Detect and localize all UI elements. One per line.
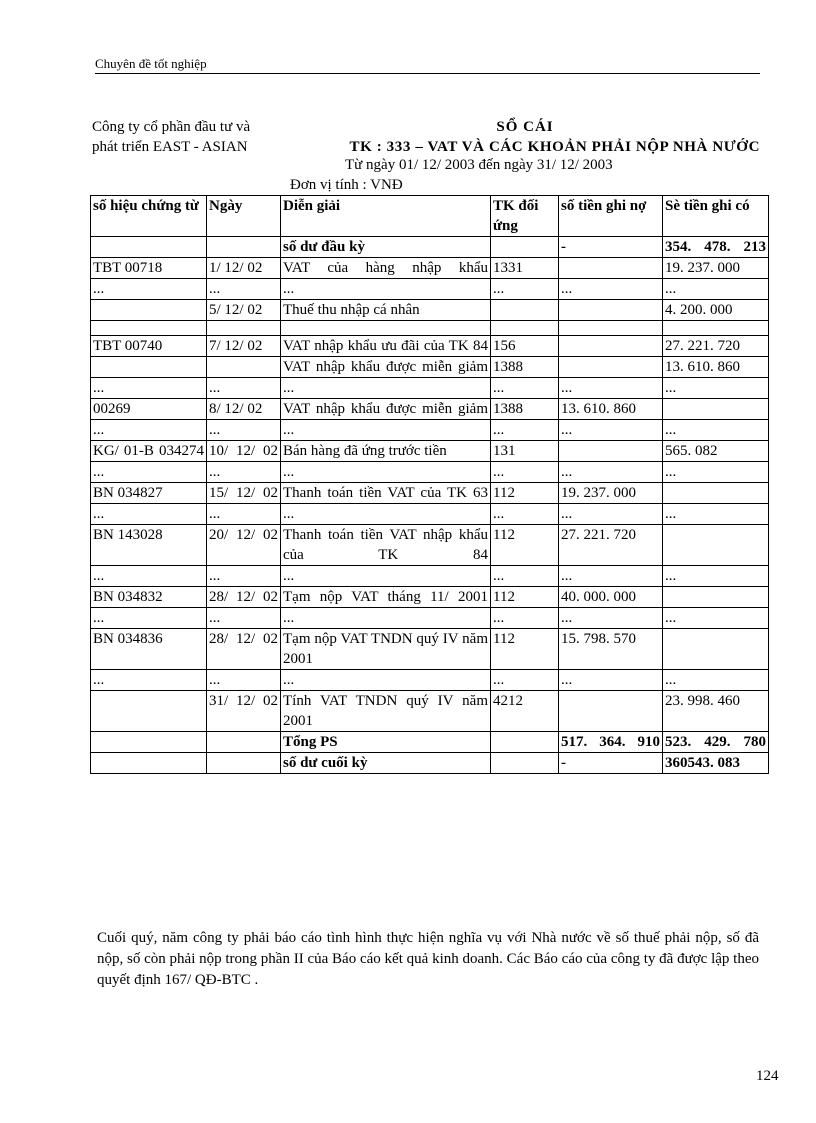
closing-note: Cuối quý, năm công ty phải báo cáo tình hình thực hiện nghĩa vụ với Nhà nước về số thuế phải nộp, số đã nộp, số còn phải nộp trong phần II của Báo cáo kết quả kinh doanh. Các Báo cáo của công ty đã được lập theo quyết định 167/ QĐ-BTC . bbox=[97, 930, 759, 988]
cell-debit: 27. 221. 720 bbox=[559, 525, 663, 566]
cell-debit: ... bbox=[559, 670, 663, 691]
cell-credit bbox=[663, 629, 769, 670]
cell-voucher-no: 00269 bbox=[91, 399, 207, 420]
cell-contra-account: ... bbox=[491, 462, 559, 483]
cell-voucher-no: ... bbox=[91, 279, 207, 300]
table-row bbox=[91, 462, 769, 483]
cell-date: 8/ 12/ 02 bbox=[207, 399, 281, 420]
cell-description: VAT nhập khẩu ưu đãi của TK 84 bbox=[281, 336, 491, 357]
cell-credit: 27. 221. 720 bbox=[663, 336, 769, 357]
cell-description: Thanh toán tiền VAT của TK 63 bbox=[281, 483, 491, 504]
cell-credit: 360543. 083 bbox=[663, 753, 769, 774]
table-row bbox=[91, 279, 769, 300]
ledger-title: SỔ CÁI bbox=[496, 119, 554, 135]
cell-contra-account: 112 bbox=[491, 587, 559, 608]
cell-contra-account: ... bbox=[491, 608, 559, 629]
cell-credit: 4. 200. 000 bbox=[663, 300, 769, 321]
cell-debit: 19. 237. 000 bbox=[559, 483, 663, 504]
cell-contra-account: ... bbox=[491, 420, 559, 441]
cell-description: Thuế thu nhập cá nhân bbox=[281, 300, 491, 321]
cell-description: VAT của hàng nhập khẩu bbox=[281, 258, 491, 279]
header-voucher-no: số hiệu chứng từ bbox=[91, 196, 207, 237]
period: Từ ngày 01/ 12/ 2003 đến ngày 31/ 12/ 2003 bbox=[345, 157, 613, 173]
cell-debit: ... bbox=[559, 462, 663, 483]
cell-voucher-no: TBT 00718 bbox=[91, 258, 207, 279]
table-row bbox=[91, 483, 769, 504]
cell-debit bbox=[559, 321, 663, 336]
company-name-line2: phát triển EAST - ASIAN bbox=[92, 139, 248, 155]
cell-voucher-no: BN 143028 bbox=[91, 525, 207, 566]
cell-description: ... bbox=[281, 504, 491, 525]
table-row bbox=[91, 399, 769, 420]
table-row bbox=[91, 300, 769, 321]
cell-date: 10/ 12/ 02 bbox=[207, 441, 281, 462]
table-row bbox=[91, 608, 769, 629]
cell-voucher-no bbox=[91, 321, 207, 336]
cell-voucher-no bbox=[91, 300, 207, 321]
cell-credit bbox=[663, 399, 769, 420]
cell-debit: ... bbox=[559, 420, 663, 441]
page-number: 124 bbox=[756, 1068, 779, 1084]
cell-credit bbox=[663, 321, 769, 336]
cell-debit bbox=[559, 357, 663, 378]
cell-contra-account: 4212 bbox=[491, 691, 559, 732]
cell-contra-account bbox=[491, 753, 559, 774]
table-row bbox=[91, 732, 769, 753]
table-row bbox=[91, 629, 769, 670]
cell-date: ... bbox=[207, 566, 281, 587]
table-row bbox=[91, 357, 769, 378]
cell-description: VAT nhập khẩu được miễn giảm bbox=[281, 357, 491, 378]
table-row bbox=[91, 753, 769, 774]
header-debit: số tiền ghi nợ bbox=[559, 196, 663, 237]
cell-contra-account: ... bbox=[491, 279, 559, 300]
cell-date: 31/ 12/ 02 bbox=[207, 691, 281, 732]
cell-date: ... bbox=[207, 378, 281, 399]
cell-voucher-no bbox=[91, 237, 207, 258]
cell-contra-account: 112 bbox=[491, 629, 559, 670]
table-row bbox=[91, 587, 769, 608]
cell-contra-account bbox=[491, 321, 559, 336]
cell-description: số dư cuối kỳ bbox=[281, 753, 491, 774]
cell-contra-account: 156 bbox=[491, 336, 559, 357]
table-row bbox=[91, 441, 769, 462]
cell-date: ... bbox=[207, 462, 281, 483]
cell-debit: ... bbox=[559, 279, 663, 300]
cell-debit: - bbox=[559, 753, 663, 774]
cell-voucher-no: ... bbox=[91, 504, 207, 525]
cell-voucher-no: ... bbox=[91, 420, 207, 441]
cell-debit bbox=[559, 441, 663, 462]
cell-credit: ... bbox=[663, 504, 769, 525]
cell-description: Tạm nộp VAT TNDN quý IV năm 2001 bbox=[281, 629, 491, 670]
cell-date: 7/ 12/ 02 bbox=[207, 336, 281, 357]
cell-contra-account: 131 bbox=[491, 441, 559, 462]
cell-description: Tạm nộp VAT tháng 11/ 2001 bbox=[281, 587, 491, 608]
cell-description: ... bbox=[281, 670, 491, 691]
company-name-line1: Công ty cổ phần đầu tư và bbox=[92, 119, 251, 135]
table-row bbox=[91, 566, 769, 587]
cell-credit: 565. 082 bbox=[663, 441, 769, 462]
company-name bbox=[92, 117, 250, 157]
ledger-title-block bbox=[290, 117, 760, 157]
cell-date bbox=[207, 321, 281, 336]
cell-debit: ... bbox=[559, 608, 663, 629]
cell-date bbox=[207, 357, 281, 378]
cell-date: ... bbox=[207, 608, 281, 629]
cell-description: ... bbox=[281, 462, 491, 483]
table-row bbox=[91, 525, 769, 566]
cell-description: ... bbox=[281, 608, 491, 629]
cell-credit: ... bbox=[663, 378, 769, 399]
cell-description: ... bbox=[281, 279, 491, 300]
cell-credit: 23. 998. 460 bbox=[663, 691, 769, 732]
cell-debit bbox=[559, 258, 663, 279]
cell-voucher-no bbox=[91, 753, 207, 774]
cell-voucher-no: ... bbox=[91, 670, 207, 691]
cell-credit: ... bbox=[663, 279, 769, 300]
cell-credit bbox=[663, 483, 769, 504]
cell-contra-account: 112 bbox=[491, 525, 559, 566]
cell-debit: ... bbox=[559, 504, 663, 525]
cell-debit bbox=[559, 336, 663, 357]
cell-credit: 354. 478. 213 bbox=[663, 237, 769, 258]
cell-debit: ... bbox=[559, 566, 663, 587]
header-description: Diễn giải bbox=[281, 196, 491, 237]
cell-credit: ... bbox=[663, 566, 769, 587]
cell-contra-account: 1388 bbox=[491, 399, 559, 420]
cell-date: ... bbox=[207, 279, 281, 300]
currency-unit: Đơn vị tính : VNĐ bbox=[290, 177, 403, 193]
cell-voucher-no: KG/ 01-B 034274 bbox=[91, 441, 207, 462]
cell-description: VAT nhập khẩu được miễn giảm bbox=[281, 399, 491, 420]
cell-credit: ... bbox=[663, 608, 769, 629]
cell-description bbox=[281, 321, 491, 336]
cell-date bbox=[207, 732, 281, 753]
cell-debit: - bbox=[559, 237, 663, 258]
cell-credit: ... bbox=[663, 420, 769, 441]
cell-contra-account: 1388 bbox=[491, 357, 559, 378]
cell-date: 20/ 12/ 02 bbox=[207, 525, 281, 566]
cell-voucher-no: ... bbox=[91, 378, 207, 399]
cell-date: 28/ 12/ 02 bbox=[207, 629, 281, 670]
cell-credit bbox=[663, 525, 769, 566]
cell-debit bbox=[559, 300, 663, 321]
cell-voucher-no bbox=[91, 732, 207, 753]
table-row bbox=[91, 321, 769, 336]
account-title: TK : 333 – VAT VÀ CÁC KHOẢN PHẢI NỘP NHÀ NƯỚC bbox=[349, 139, 760, 155]
cell-contra-account bbox=[491, 732, 559, 753]
cell-debit: 40. 000. 000 bbox=[559, 587, 663, 608]
table-row bbox=[91, 670, 769, 691]
cell-description: số dư đầu kỳ bbox=[281, 237, 491, 258]
running-header: Chuyên đề tốt nghiệp bbox=[95, 56, 760, 74]
cell-voucher-no: BN 034836 bbox=[91, 629, 207, 670]
cell-date: ... bbox=[207, 420, 281, 441]
cell-description: Bán hàng đã ứng trước tiền bbox=[281, 441, 491, 462]
table-row bbox=[91, 691, 769, 732]
cell-voucher-no: BN 034832 bbox=[91, 587, 207, 608]
cell-credit: 13. 610. 860 bbox=[663, 357, 769, 378]
cell-credit: 523. 429. 780 bbox=[663, 732, 769, 753]
ledger-table bbox=[90, 195, 769, 774]
cell-contra-account: ... bbox=[491, 670, 559, 691]
cell-description: ... bbox=[281, 566, 491, 587]
cell-contra-account bbox=[491, 237, 559, 258]
cell-voucher-no: BN 034827 bbox=[91, 483, 207, 504]
cell-contra-account: ... bbox=[491, 504, 559, 525]
cell-credit: ... bbox=[663, 670, 769, 691]
cell-debit bbox=[559, 691, 663, 732]
cell-contra-account: 1331 bbox=[491, 258, 559, 279]
table-header-row bbox=[91, 196, 769, 237]
cell-voucher-no bbox=[91, 357, 207, 378]
cell-contra-account: ... bbox=[491, 566, 559, 587]
header-credit: Sè tiền ghi có bbox=[663, 196, 769, 237]
cell-description: Tính VAT TNDN quý IV năm 2001 bbox=[281, 691, 491, 732]
cell-credit: 19. 237. 000 bbox=[663, 258, 769, 279]
cell-description: ... bbox=[281, 420, 491, 441]
cell-date: 28/ 12/ 02 bbox=[207, 587, 281, 608]
table-row bbox=[91, 420, 769, 441]
header-contra-account: TK đối ứng bbox=[491, 196, 559, 237]
cell-date bbox=[207, 237, 281, 258]
cell-description: Tổng PS bbox=[281, 732, 491, 753]
cell-date: 15/ 12/ 02 bbox=[207, 483, 281, 504]
cell-debit: ... bbox=[559, 378, 663, 399]
cell-credit: ... bbox=[663, 462, 769, 483]
cell-debit: 15. 798. 570 bbox=[559, 629, 663, 670]
cell-description: Thanh toán tiền VAT nhập khẩu của TK 84 bbox=[281, 525, 491, 566]
cell-date: ... bbox=[207, 670, 281, 691]
cell-debit: 13. 610. 860 bbox=[559, 399, 663, 420]
cell-voucher-no: ... bbox=[91, 462, 207, 483]
cell-voucher-no: ... bbox=[91, 566, 207, 587]
table-row bbox=[91, 258, 769, 279]
ledger-body bbox=[91, 237, 769, 774]
cell-contra-account: ... bbox=[491, 378, 559, 399]
table-row bbox=[91, 237, 769, 258]
cell-voucher-no: ... bbox=[91, 608, 207, 629]
table-row bbox=[91, 504, 769, 525]
table-row bbox=[91, 378, 769, 399]
cell-credit bbox=[663, 587, 769, 608]
cell-date bbox=[207, 753, 281, 774]
header-date: Ngày bbox=[207, 196, 281, 237]
cell-description: ... bbox=[281, 378, 491, 399]
cell-voucher-no bbox=[91, 691, 207, 732]
cell-debit: 517. 364. 910 bbox=[559, 732, 663, 753]
cell-date: ... bbox=[207, 504, 281, 525]
cell-contra-account bbox=[491, 300, 559, 321]
cell-contra-account: 112 bbox=[491, 483, 559, 504]
cell-date: 1/ 12/ 02 bbox=[207, 258, 281, 279]
table-row bbox=[91, 336, 769, 357]
cell-date: 5/ 12/ 02 bbox=[207, 300, 281, 321]
cell-voucher-no: TBT 00740 bbox=[91, 336, 207, 357]
